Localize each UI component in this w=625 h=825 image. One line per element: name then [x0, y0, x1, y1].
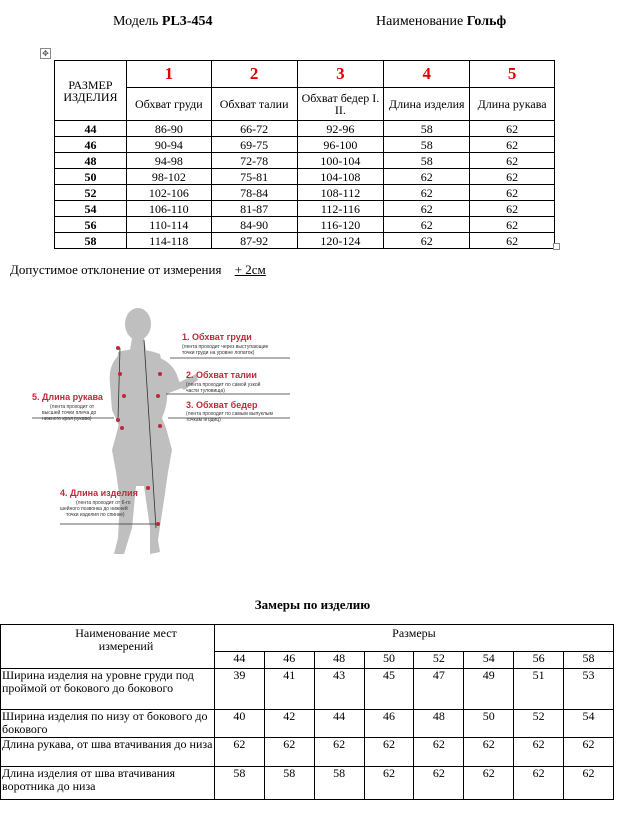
- table-row: [55, 137, 555, 153]
- measure-label: Ширина изделия на уровне груди под проймой от бокового до бокового: [1, 669, 215, 710]
- value-cell: 62: [364, 738, 414, 767]
- name-column-header: [1, 625, 215, 669]
- value-cell: 62: [414, 738, 464, 767]
- value-cell: 43: [314, 669, 364, 710]
- value-cell: 62: [384, 169, 470, 185]
- value-cell: 58: [384, 121, 470, 137]
- product-name-value: Гольф: [466, 14, 507, 29]
- tolerance-text: Допустимое отклонение от измерения: [10, 262, 222, 277]
- value-cell: 62: [470, 153, 555, 169]
- value-cell: 62: [384, 201, 470, 217]
- size-cell: 58: [55, 233, 127, 249]
- value-cell: 62: [464, 767, 514, 800]
- value-cell: 69-75: [211, 137, 297, 153]
- product-name-heading: [376, 14, 506, 30]
- value-cell: 62: [414, 767, 464, 800]
- value-cell: 58: [384, 137, 470, 153]
- size-column-header: 58: [564, 652, 614, 669]
- value-cell: 53: [564, 669, 614, 710]
- value-cell: 62: [470, 217, 555, 233]
- label-waist-note: (лента проходит по самой узкой: [186, 382, 261, 388]
- value-cell: 84-90: [211, 217, 297, 233]
- label-hips: 3. Обхват бедер: [186, 400, 258, 410]
- size-cell: 54: [55, 201, 127, 217]
- value-cell: 54: [564, 710, 614, 738]
- value-cell: 104-108: [297, 169, 384, 185]
- size-column-header: 54: [464, 652, 514, 669]
- value-cell: 120-124: [297, 233, 384, 249]
- value-cell: 58: [264, 767, 314, 800]
- label-waist: 2. Обхват талии: [186, 370, 257, 380]
- value-cell: 41: [264, 669, 314, 710]
- label-sleeve-note: нижнего края рукава): [42, 416, 92, 422]
- size-column-header: 48: [314, 652, 364, 669]
- value-cell: 62: [470, 185, 555, 201]
- value-cell: 96-100: [297, 137, 384, 153]
- value-cell: 81-87: [211, 201, 297, 217]
- value-cell: 92-96: [297, 121, 384, 137]
- table-row: [1, 710, 614, 738]
- value-cell: 50: [464, 710, 514, 738]
- table-row: [55, 169, 555, 185]
- label-chest-note: (лента проходит через выступающие: [182, 344, 269, 350]
- value-cell: 62: [470, 201, 555, 217]
- table-resize-handle[interactable]: [553, 243, 560, 250]
- value-cell: 78-84: [211, 185, 297, 201]
- product-measures-title: Замеры по изделию: [254, 597, 371, 612]
- size-cell: 44: [55, 121, 127, 137]
- value-cell: 62: [264, 738, 314, 767]
- column-number: 1: [126, 61, 211, 88]
- table-row: [1, 738, 614, 767]
- measurement-figure: [20, 300, 310, 565]
- value-cell: 98-102: [126, 169, 211, 185]
- product-measures-table: [0, 624, 614, 800]
- label-chest: 1. Обхват груди: [182, 332, 252, 342]
- table-row: [55, 185, 555, 201]
- value-cell: 62: [384, 185, 470, 201]
- value-cell: 90-94: [126, 137, 211, 153]
- value-cell: 112-116: [297, 201, 384, 217]
- size-cell: 52: [55, 185, 127, 201]
- column-header: Длина изделия: [384, 88, 470, 121]
- table-row: [55, 201, 555, 217]
- table-row: [55, 233, 555, 249]
- size-column-header: РАЗМЕР ИЗДЕЛИЯ: [55, 61, 127, 121]
- value-cell: 58: [384, 153, 470, 169]
- value-cell: 62: [470, 121, 555, 137]
- value-cell: 42: [264, 710, 314, 738]
- value-cell: 62: [470, 233, 555, 249]
- column-number: 3: [297, 61, 384, 88]
- size-column-header: 56: [514, 652, 564, 669]
- value-cell: 62: [214, 738, 264, 767]
- value-cell: 114-118: [126, 233, 211, 249]
- column-header: Обхват талии: [211, 88, 297, 121]
- column-number: 4: [384, 61, 470, 88]
- column-header: Длина рукава: [470, 88, 555, 121]
- value-cell: 62: [564, 767, 614, 800]
- value-cell: 39: [214, 669, 264, 710]
- column-header: Обхват груди: [126, 88, 211, 121]
- size-column-header: 52: [414, 652, 464, 669]
- measure-label: Ширина изделия по низу от бокового до бокового: [1, 710, 215, 738]
- sizes-header: Размеры: [214, 625, 613, 652]
- value-cell: 62: [470, 137, 555, 153]
- model-heading: [113, 14, 212, 30]
- value-cell: 86-90: [126, 121, 211, 137]
- label-waist-note: части туловища): [186, 388, 225, 394]
- value-cell: 94-98: [126, 153, 211, 169]
- size-column-header: 46: [264, 652, 314, 669]
- label-length-note: шейного позвонка до нижней: [60, 506, 128, 512]
- label-hips-note: (лента проходит по самым выпуклым: [186, 411, 273, 417]
- label-sleeve: 5. Длина рукава: [32, 392, 103, 402]
- value-cell: 45: [364, 669, 414, 710]
- value-cell: 58: [214, 767, 264, 800]
- value-cell: 51: [514, 669, 564, 710]
- value-cell: 62: [464, 738, 514, 767]
- value-cell: 46: [364, 710, 414, 738]
- name-column-header-text: Наименование мест измерений: [75, 626, 177, 653]
- label-length-note: точки изделия по спинке): [66, 512, 125, 518]
- value-cell: 44: [314, 710, 364, 738]
- label-sleeve-note: высшей точки плеча до: [42, 410, 97, 416]
- column-header: Обхват бедер I. II.: [297, 88, 384, 121]
- value-cell: 48: [414, 710, 464, 738]
- label-sleeve-note: (лента проходит от: [50, 404, 95, 410]
- label-length-note: (лента проходит от 6-го: [76, 500, 131, 506]
- value-cell: 62: [514, 738, 564, 767]
- size-column-header: 44: [214, 652, 264, 669]
- value-cell: 72-78: [211, 153, 297, 169]
- measure-label: Длина изделия от шва втачивания воротника до низа: [1, 767, 215, 800]
- value-cell: 62: [514, 767, 564, 800]
- value-cell: 62: [384, 233, 470, 249]
- size-cell: 46: [55, 137, 127, 153]
- size-cell: 56: [55, 217, 127, 233]
- table-row: [55, 121, 555, 137]
- size-chart-table: [54, 60, 555, 249]
- measure-label: Длина рукава, от шва втачивания до низа: [1, 738, 215, 767]
- value-cell: 66-72: [211, 121, 297, 137]
- table-row: [55, 153, 555, 169]
- value-cell: 108-112: [297, 185, 384, 201]
- label-hips-note: точкам ягодиц): [186, 417, 221, 423]
- model-value: PL3-454: [161, 14, 213, 29]
- size-cell: 50: [55, 169, 127, 185]
- value-cell: 58: [314, 767, 364, 800]
- model-label: Модель: [113, 14, 159, 29]
- tolerance-note: [10, 262, 266, 278]
- value-cell: 47: [414, 669, 464, 710]
- size-column-header: 50: [364, 652, 414, 669]
- table-row: [1, 669, 614, 710]
- value-cell: 87-92: [211, 233, 297, 249]
- column-number: 5: [470, 61, 555, 88]
- value-cell: 106-110: [126, 201, 211, 217]
- label-chest-note: точки груди на уровне лопаток): [182, 350, 255, 356]
- tolerance-value: + 2см: [234, 262, 266, 277]
- size-cell: 48: [55, 153, 127, 169]
- value-cell: 62: [470, 169, 555, 185]
- label-length: 4. Длина изделия: [60, 488, 138, 498]
- table-row: [1, 767, 614, 800]
- value-cell: 62: [364, 767, 414, 800]
- value-cell: 62: [314, 738, 364, 767]
- value-cell: 52: [514, 710, 564, 738]
- value-cell: 100-104: [297, 153, 384, 169]
- table-row: [55, 217, 555, 233]
- value-cell: 102-106: [126, 185, 211, 201]
- value-cell: 110-114: [126, 217, 211, 233]
- value-cell: 62: [384, 217, 470, 233]
- product-name-label: Наименование: [376, 14, 464, 29]
- value-cell: 116-120: [297, 217, 384, 233]
- column-number: 2: [211, 61, 297, 88]
- table-move-handle-icon[interactable]: ✥: [40, 48, 51, 59]
- value-cell: 49: [464, 669, 514, 710]
- value-cell: 62: [564, 738, 614, 767]
- value-cell: 75-81: [211, 169, 297, 185]
- value-cell: 40: [214, 710, 264, 738]
